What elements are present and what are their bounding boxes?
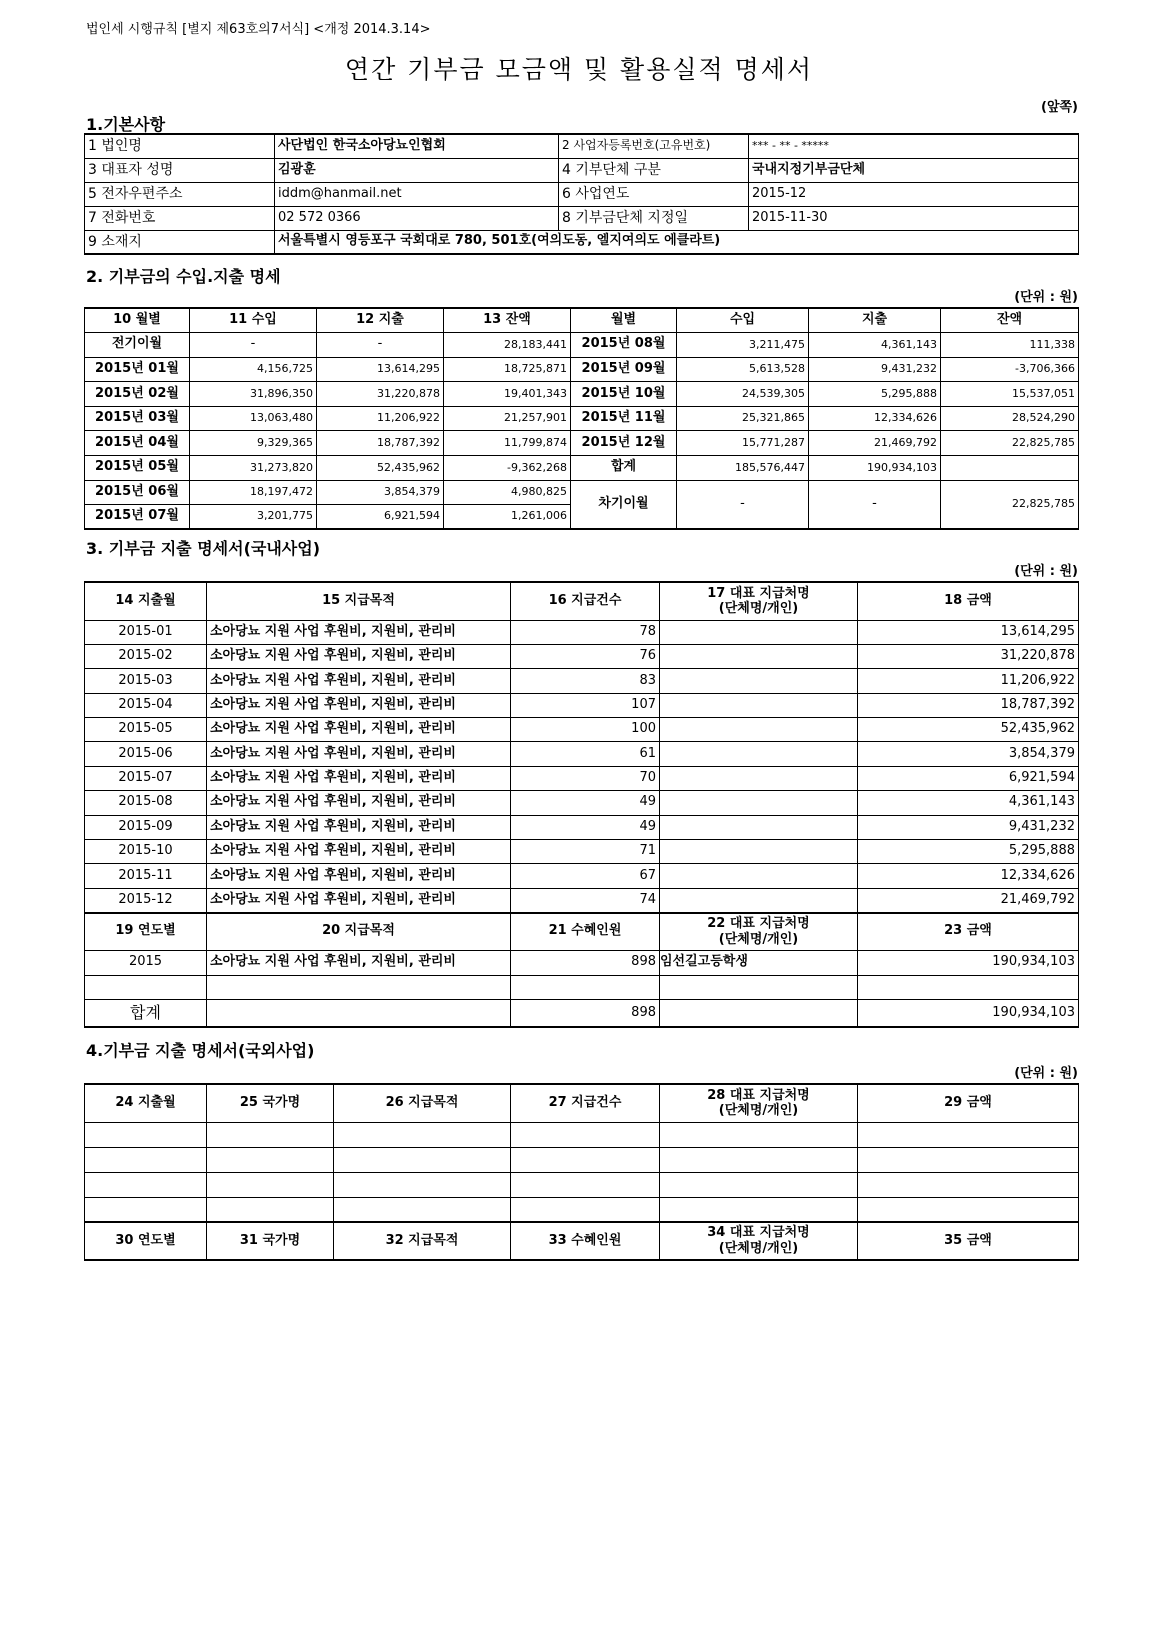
header-income: 11 수입 — [190, 308, 317, 333]
income-cell: 4,156,725 — [190, 357, 317, 382]
header-recipient-line2: (단체명/개인) — [718, 1103, 799, 1119]
expense-cell: 3,854,379 — [317, 480, 444, 505]
recipient-cell — [660, 864, 858, 888]
carry-forward-balance-cell: 22,825,785 — [941, 480, 1079, 529]
empty-cell — [660, 1122, 858, 1147]
empty-cell — [660, 1147, 858, 1172]
recipient-cell — [660, 718, 858, 742]
empty-cell — [858, 1197, 1079, 1222]
income-cell: 18,197,472 — [190, 480, 317, 505]
month-cell: 2015년 03월 — [85, 406, 190, 431]
income-cell: 25,321,865 — [677, 406, 809, 431]
purpose-cell: 소아당뇨 지원 사업 후원비, 지원비, 관리비 — [207, 669, 511, 693]
empty-cell — [511, 1122, 660, 1147]
year-amount-cell: 190,934,103 — [858, 951, 1079, 975]
header-recipient-line1: 28 대표 지급처명 — [707, 1087, 810, 1103]
corp-name-value: 사단법인 한국소아당뇨인협회 — [275, 134, 559, 158]
header-expense: 12 지출 — [317, 308, 444, 333]
basic-info-row — [85, 206, 1079, 230]
income-cell: 3,211,475 — [677, 333, 809, 358]
carry-forward-expense-cell: - — [809, 480, 941, 529]
front-side-label: (앞쪽) — [1041, 100, 1078, 115]
empty-cell — [207, 975, 511, 999]
expense-cell: 9,431,232 — [809, 357, 941, 382]
recipient-cell — [660, 644, 858, 668]
header-year-purpose: 20 지급목적 — [207, 913, 511, 951]
income-cell: 3,201,775 — [190, 505, 317, 530]
section3-title: 3. 기부금 지출 명세서(국내사업) — [86, 539, 321, 558]
total-recipient-cell — [660, 999, 858, 1027]
amount-cell: 52,435,962 — [858, 718, 1079, 742]
table-row — [85, 840, 1079, 864]
empty-cell — [660, 975, 858, 999]
count-cell: 78 — [511, 620, 660, 644]
empty-cell — [660, 1172, 858, 1197]
designation-date-label: 8 기부금단체 지정일 — [559, 206, 749, 230]
month-cell: 2015년 12월 — [571, 431, 677, 456]
section3-unit: (단위 : 원) — [1014, 564, 1078, 579]
form-reference: 법인세 시행규칙 [별지 제63호의7서식] <개정 2014.3.14> — [86, 22, 431, 37]
table-row — [85, 864, 1079, 888]
purpose-cell: 소아당뇨 지원 사업 후원비, 지원비, 관리비 — [207, 766, 511, 790]
amount-cell: 9,431,232 — [858, 815, 1079, 839]
section2-unit: (단위 : 원) — [1014, 290, 1078, 305]
header-expense-month: 24 지출월 — [85, 1084, 207, 1122]
amount-cell: 18,787,392 — [858, 693, 1079, 717]
count-cell: 49 — [511, 815, 660, 839]
table-row — [85, 888, 1079, 912]
address-label: 9 소재지 — [85, 230, 275, 254]
month-cell: 2015년 04월 — [85, 431, 190, 456]
month-cell: 2015-06 — [85, 742, 207, 766]
domestic-header-row — [85, 582, 1079, 620]
purpose-cell: 소아당뇨 지원 사업 후원비, 지원비, 관리비 — [207, 815, 511, 839]
header-amount: 29 금액 — [858, 1084, 1079, 1122]
month-cell: 2015-09 — [85, 815, 207, 839]
income-cell: - — [190, 333, 317, 358]
amount-cell: 4,361,143 — [858, 791, 1079, 815]
overseas-expense-table — [84, 1083, 1079, 1261]
purpose-cell: 소아당뇨 지원 사업 후원비, 지원비, 관리비 — [207, 742, 511, 766]
balance-cell: -9,362,268 — [444, 456, 571, 481]
count-cell: 76 — [511, 644, 660, 668]
carry-forward-income-cell: - — [677, 480, 809, 529]
empty-cell — [511, 1147, 660, 1172]
beneficiaries-cell: 898 — [511, 951, 660, 975]
basic-info-row — [85, 230, 1079, 254]
month-cell: 2015년 01월 — [85, 357, 190, 382]
count-cell: 100 — [511, 718, 660, 742]
amount-cell: 13,614,295 — [858, 620, 1079, 644]
amount-cell: 3,854,379 — [858, 742, 1079, 766]
income-cell: 31,273,820 — [190, 456, 317, 481]
document-title: 연간 기부금 모금액 및 활용실적 명세서 — [344, 55, 814, 84]
month-cell: 전기이월 — [85, 333, 190, 358]
purpose-cell: 소아당뇨 지원 사업 후원비, 지원비, 관리비 — [207, 693, 511, 717]
header-year-recipient-line1: 34 대표 지급처명 — [707, 1225, 810, 1241]
header-year-recipient — [660, 1222, 858, 1260]
empty-cell — [334, 1197, 511, 1222]
header-purpose: 15 지급목적 — [207, 582, 511, 620]
basic-info-table — [84, 133, 1079, 255]
count-cell: 107 — [511, 693, 660, 717]
amount-cell: 5,295,888 — [858, 840, 1079, 864]
corp-name-label: 1 법인명 — [85, 134, 275, 158]
email-label: 5 전자우편주소 — [85, 182, 275, 206]
month-cell: 2015년 10월 — [571, 382, 677, 407]
balance-cell: 111,338 — [941, 333, 1079, 358]
total-label-cell: 합계 — [571, 456, 677, 481]
header-year-recipient-line1: 22 대표 지급처명 — [707, 916, 810, 932]
header-expense-month: 14 지출월 — [85, 582, 207, 620]
purpose-cell: 소아당뇨 지원 사업 후원비, 지원비, 관리비 — [207, 644, 511, 668]
expense-cell: 12,334,626 — [809, 406, 941, 431]
balance-cell: 4,980,825 — [444, 480, 571, 505]
empty-cell — [207, 1197, 334, 1222]
month-cell: 2015-08 — [85, 791, 207, 815]
count-cell: 83 — [511, 669, 660, 693]
total-income-cell: 185,576,447 — [677, 456, 809, 481]
recipient-cell — [660, 840, 858, 864]
purpose-cell: 소아당뇨 지원 사업 후원비, 지원비, 관리비 — [207, 718, 511, 742]
recipient-cell — [660, 620, 858, 644]
header-income-right: 수입 — [677, 308, 809, 333]
header-beneficiaries: 33 수혜인원 — [511, 1222, 660, 1260]
section2-title: 2. 기부금의 수입.지출 명세 — [86, 267, 281, 286]
table-row — [85, 480, 1079, 505]
table-row — [85, 333, 1079, 358]
header-expense-right: 지출 — [809, 308, 941, 333]
month-cell: 2015-01 — [85, 620, 207, 644]
recipient-cell — [660, 693, 858, 717]
income-cell: 15,771,287 — [677, 431, 809, 456]
business-number-label: 2 사업자등록번호(고유번호) — [559, 134, 749, 158]
month-cell: 2015년 11월 — [571, 406, 677, 431]
table-row — [85, 1172, 1079, 1197]
count-cell: 61 — [511, 742, 660, 766]
table-row — [85, 431, 1079, 456]
empty-cell — [858, 975, 1079, 999]
expense-cell: 52,435,962 — [317, 456, 444, 481]
header-recipient-line1: 17 대표 지급처명 — [707, 585, 810, 601]
balance-cell: 22,825,785 — [941, 431, 1079, 456]
empty-cell — [207, 1147, 334, 1172]
empty-cell — [85, 975, 207, 999]
domestic-expense-table — [84, 581, 1079, 1028]
empty-cell — [511, 1172, 660, 1197]
table-row — [85, 357, 1079, 382]
designation-date-value: 2015-11-30 — [749, 206, 1079, 230]
empty-cell — [207, 1172, 334, 1197]
purpose-cell: 소아당뇨 지원 사업 후원비, 지원비, 관리비 — [207, 864, 511, 888]
empty-cell — [511, 1197, 660, 1222]
empty-cell — [511, 975, 660, 999]
month-cell: 2015-02 — [85, 644, 207, 668]
purpose-cell: 소아당뇨 지원 사업 후원비, 지원비, 관리비 — [207, 840, 511, 864]
month-cell: 2015-04 — [85, 693, 207, 717]
header-month: 10 월별 — [85, 308, 190, 333]
header-recipient — [660, 1084, 858, 1122]
count-cell: 70 — [511, 766, 660, 790]
expense-cell: 31,220,878 — [317, 382, 444, 407]
section4-title: 4.기부금 지출 명세서(국외사업) — [86, 1041, 315, 1060]
month-cell: 2015-12 — [85, 888, 207, 912]
total-purpose-cell — [207, 999, 511, 1027]
balance-cell: 19,401,343 — [444, 382, 571, 407]
basic-info-row — [85, 134, 1079, 158]
table-row — [85, 742, 1079, 766]
empty-cell — [85, 1147, 207, 1172]
month-cell: 2015년 06월 — [85, 480, 190, 505]
income-cell: 9,329,365 — [190, 431, 317, 456]
table-row — [85, 644, 1079, 668]
header-year-amount: 35 금액 — [858, 1222, 1079, 1260]
header-month-right: 월별 — [571, 308, 677, 333]
total-label-cell: 합계 — [85, 999, 207, 1027]
header-balance: 13 잔액 — [444, 308, 571, 333]
header-purpose: 26 지급목적 — [334, 1084, 511, 1122]
table-row — [85, 718, 1079, 742]
expense-cell: 13,614,295 — [317, 357, 444, 382]
table-row — [85, 791, 1079, 815]
donation-org-type-value: 국내지정기부금단체 — [749, 158, 1079, 182]
header-beneficiaries: 21 수혜인원 — [511, 913, 660, 951]
empty-cell — [85, 1172, 207, 1197]
total-expense-cell: 190,934,103 — [809, 456, 941, 481]
header-recipient-line2: (단체명/개인) — [718, 601, 799, 617]
header-recipient — [660, 582, 858, 620]
count-cell: 49 — [511, 791, 660, 815]
count-cell: 67 — [511, 864, 660, 888]
header-count: 16 지급건수 — [511, 582, 660, 620]
recipient-cell — [660, 766, 858, 790]
table-row — [85, 406, 1079, 431]
table-row — [85, 620, 1079, 644]
table-row — [85, 815, 1079, 839]
table-row — [85, 766, 1079, 790]
section4-unit: (단위 : 원) — [1014, 1066, 1078, 1081]
balance-cell: 11,799,874 — [444, 431, 571, 456]
purpose-cell: 소아당뇨 지원 사업 후원비, 지원비, 관리비 — [207, 620, 511, 644]
table-row — [85, 669, 1079, 693]
address-value: 서울특별시 영등포구 국회대로 780, 501호(여의도동, 엘지여의도 에클라트) — [275, 230, 1079, 254]
header-amount: 18 금액 — [858, 582, 1079, 620]
overseas-header-row — [85, 1084, 1079, 1122]
header-count: 27 지급건수 — [511, 1084, 660, 1122]
recipient-cell — [660, 791, 858, 815]
year-recipient-cell: 임선길고등학생 — [660, 951, 858, 975]
expense-cell: 6,921,594 — [317, 505, 444, 530]
month-cell: 2015년 09월 — [571, 357, 677, 382]
income-expense-header-row — [85, 308, 1079, 333]
balance-cell: 28,524,290 — [941, 406, 1079, 431]
month-cell: 2015-11 — [85, 864, 207, 888]
income-cell: 13,063,480 — [190, 406, 317, 431]
email-value: iddm@hanmail.net — [275, 182, 559, 206]
table-row — [85, 1122, 1079, 1147]
recipient-cell — [660, 742, 858, 766]
basic-info-row — [85, 182, 1079, 206]
empty-cell — [85, 1197, 207, 1222]
income-cell: 31,896,350 — [190, 382, 317, 407]
header-year: 19 연도별 — [85, 913, 207, 951]
table-row — [85, 951, 1079, 975]
purpose-cell: 소아당뇨 지원 사업 후원비, 지원비, 관리비 — [207, 791, 511, 815]
expense-cell: 4,361,143 — [809, 333, 941, 358]
phone-value: 02 572 0366 — [275, 206, 559, 230]
header-year-amount: 23 금액 — [858, 913, 1079, 951]
expense-cell: 21,469,792 — [809, 431, 941, 456]
balance-cell: 21,257,901 — [444, 406, 571, 431]
month-cell: 2015년 08월 — [571, 333, 677, 358]
empty-cell — [334, 1172, 511, 1197]
table-row — [85, 456, 1079, 481]
year-purpose-cell: 소아당뇨 지원 사업 후원비, 지원비, 관리비 — [207, 951, 511, 975]
business-year-value: 2015-12 — [749, 182, 1079, 206]
business-number-value: *** - ** - ***** — [749, 134, 1079, 158]
month-cell: 2015년 07월 — [85, 505, 190, 530]
table-row — [85, 1197, 1079, 1222]
balance-cell: 1,261,006 — [444, 505, 571, 530]
balance-cell: -3,706,366 — [941, 357, 1079, 382]
month-cell: 2015년 02월 — [85, 382, 190, 407]
recipient-cell — [660, 888, 858, 912]
table-row — [85, 999, 1079, 1027]
amount-cell: 12,334,626 — [858, 864, 1079, 888]
phone-label: 7 전화번호 — [85, 206, 275, 230]
table-row — [85, 382, 1079, 407]
header-year-purpose: 32 지급목적 — [334, 1222, 511, 1260]
header-year-country: 31 국가명 — [207, 1222, 334, 1260]
header-balance-right: 잔액 — [941, 308, 1079, 333]
total-amount-cell: 190,934,103 — [858, 999, 1079, 1027]
amount-cell: 31,220,878 — [858, 644, 1079, 668]
empty-cell — [858, 1147, 1079, 1172]
recipient-cell — [660, 669, 858, 693]
empty-cell — [207, 1122, 334, 1147]
representative-value: 김광훈 — [275, 158, 559, 182]
expense-cell: 11,206,922 — [317, 406, 444, 431]
header-year: 30 연도별 — [85, 1222, 207, 1260]
table-row — [85, 693, 1079, 717]
income-cell: 5,613,528 — [677, 357, 809, 382]
balance-cell: 15,537,051 — [941, 382, 1079, 407]
empty-cell — [85, 1122, 207, 1147]
header-year-recipient — [660, 913, 858, 951]
empty-cell — [334, 1147, 511, 1172]
balance-cell: 28,183,441 — [444, 333, 571, 358]
header-year-recipient-line2: (단체명/개인) — [718, 1241, 799, 1256]
recipient-cell — [660, 815, 858, 839]
expense-cell: 18,787,392 — [317, 431, 444, 456]
income-expense-table — [84, 307, 1079, 530]
section1-title: 1.기본사항 — [86, 115, 166, 134]
amount-cell: 6,921,594 — [858, 766, 1079, 790]
carry-forward-label-cell: 차기이월 — [571, 480, 677, 529]
empty-cell — [858, 1122, 1079, 1147]
donation-org-type-label: 4 기부단체 구분 — [559, 158, 749, 182]
count-cell: 71 — [511, 840, 660, 864]
month-cell: 2015-05 — [85, 718, 207, 742]
header-country: 25 국가명 — [207, 1084, 334, 1122]
table-row — [85, 1147, 1079, 1172]
empty-cell — [660, 1197, 858, 1222]
expense-cell: - — [317, 333, 444, 358]
month-cell: 2015-07 — [85, 766, 207, 790]
business-year-label: 6 사업연도 — [559, 182, 749, 206]
overseas-yearly-header-row — [85, 1222, 1079, 1260]
month-cell: 2015-10 — [85, 840, 207, 864]
year-cell: 2015 — [85, 951, 207, 975]
amount-cell: 11,206,922 — [858, 669, 1079, 693]
basic-info-row — [85, 158, 1079, 182]
balance-cell: 18,725,871 — [444, 357, 571, 382]
total-count-cell: 898 — [511, 999, 660, 1027]
yearly-header-row — [85, 913, 1079, 951]
amount-cell: 21,469,792 — [858, 888, 1079, 912]
empty-cell — [858, 1172, 1079, 1197]
income-cell: 24,539,305 — [677, 382, 809, 407]
representative-label: 3 대표자 성명 — [85, 158, 275, 182]
month-cell: 2015-03 — [85, 669, 207, 693]
count-cell: 74 — [511, 888, 660, 912]
header-year-recipient-line2: (단체명/개인) — [718, 931, 799, 947]
empty-cell — [334, 1122, 511, 1147]
table-row — [85, 975, 1079, 999]
total-balance-cell — [941, 456, 1079, 481]
expense-cell: 5,295,888 — [809, 382, 941, 407]
month-cell: 2015년 05월 — [85, 456, 190, 481]
purpose-cell: 소아당뇨 지원 사업 후원비, 지원비, 관리비 — [207, 888, 511, 912]
